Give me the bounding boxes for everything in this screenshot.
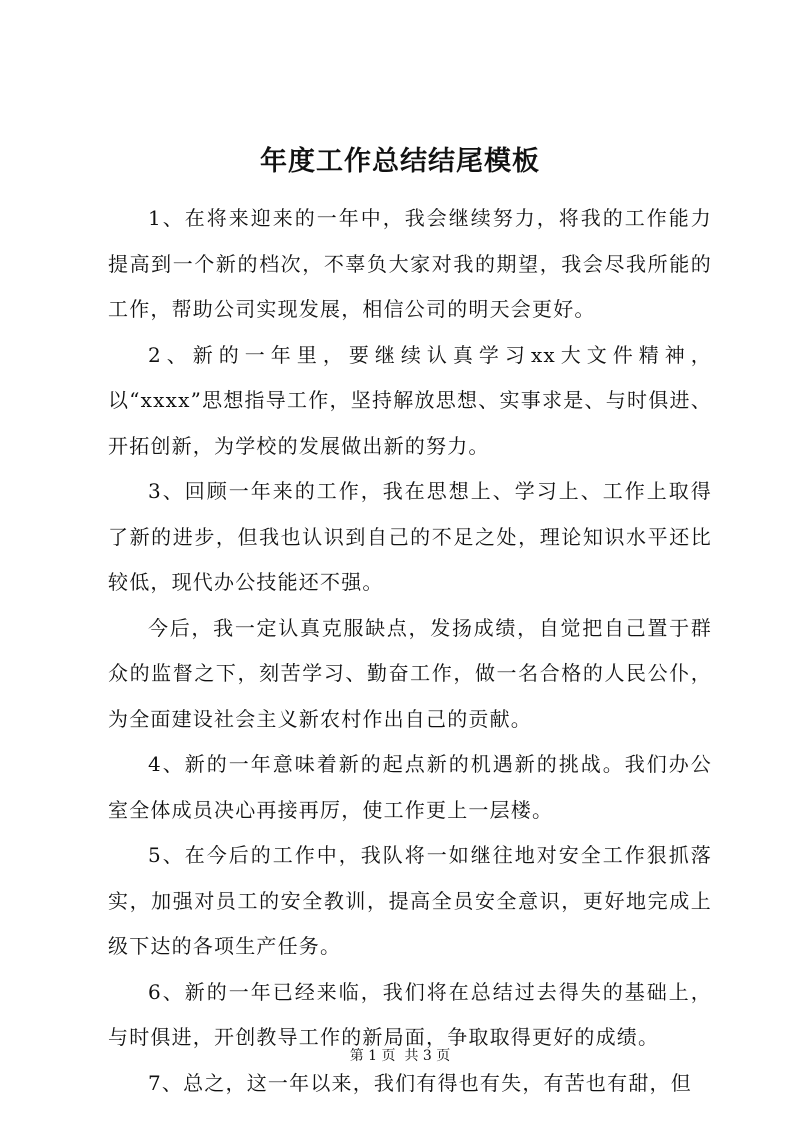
paragraph-3: 3、回顾一年来的工作，我在思想上、学习上、工作上取得了新的进步，但我也认识到自己的不足之处，理论知识水平还比较低，现代办公技能还不强。 [108,479,712,594]
paragraph-2: 2、新的一年里，要继续认真学习xx大文件精神，以“xxxx”思想指导工作，坚持解放思想、实事求是、与时俱进、开拓创新，为学校的发展做出新的努力。 [108,342,712,458]
paragraph-7: 6、新的一年已经来临，我们将在总结过去得失的基础上，与时俱进，开创教导工作的新局面，争取取得更好的成绩。 [108,979,712,1049]
paragraph-1: 1、在将来迎来的一年中，我会继续努力，将我的工作能力提高到一个新的档次，不辜负大家对我的期望，我会尽我所能的工作，帮助公司实现发展，相信公司的明天会更好。 [108,206,712,321]
paragraph-5: 4、新的一年意味着新的起点新的机遇新的挑战。我们办公室全体成员决心再接再厉，使工作更上一层楼。 [108,752,712,822]
paragraph-4: 今后，我一定认真克服缺点，发扬成绩，自觉把自己置于群众的监督之下，刻苦学习、勤奋工作，做一名合格的人民公仆，为全面建设社会主义新农村作出自己的贡献。 [108,615,712,731]
paragraph-6: 5、在今后的工作中，我队将一如继往地对安全工作狠抓落实，加强对员工的安全教训，提高全员安全意识，更好地完成上级下达的各项生产任务。 [108,843,712,958]
document-title: 年度工作总结结尾模板 [260,146,540,177]
page-number-label: 第 1 页 共 3 页 [349,1048,451,1064]
page-footer [0,1046,800,1066]
document-body [108,196,712,1106]
paragraph-8: 7、总之，这一年以来，我们有得也有失，有苦也有甜，但 [148,1070,692,1095]
